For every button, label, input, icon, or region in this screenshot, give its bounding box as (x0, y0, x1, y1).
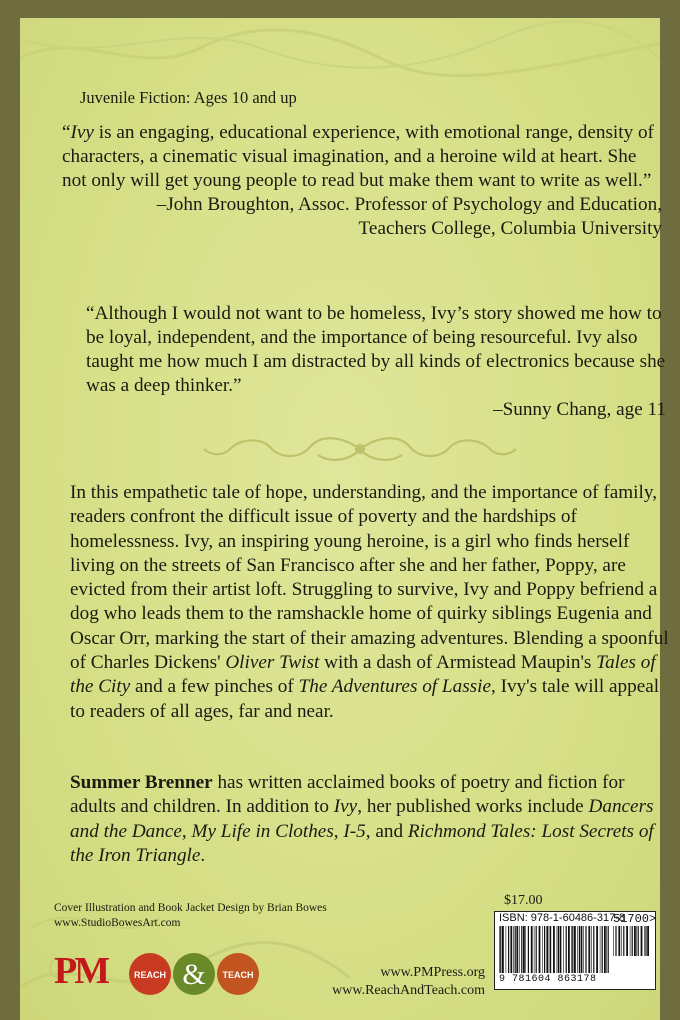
price-label: $17.00 (504, 893, 543, 908)
publisher-urls (295, 964, 485, 1000)
bio-text-4: , (333, 820, 344, 842)
pm-press-logo (54, 950, 108, 992)
url-pm-press: www.PMPress.org (380, 965, 485, 980)
review-quote-2 (86, 302, 666, 422)
bio-text-1: has written acclaimed books of poetry and fiction for adults and children. In addition to (70, 772, 625, 818)
bio-text-6: . (200, 844, 206, 866)
quote-1-text (62, 121, 662, 193)
quote-1-open-mark: “ (62, 122, 71, 143)
barcode-number: 9 781604 863178 (499, 974, 597, 985)
bio-title-dancers: Dancers and the Dance (70, 796, 654, 842)
reach-and-teach-logo (128, 952, 260, 996)
author-bio (70, 771, 670, 868)
decorative-swirl-top (20, 18, 660, 88)
blurb-title-tales-of-the-city: Tales of the City (70, 652, 656, 698)
barcode (494, 911, 656, 990)
quote-1-attribution-line-2: Teachers College, Columbia University (358, 218, 662, 239)
barcode-bars-icon (499, 926, 609, 973)
quote-1-attribution-line-1: –John Broughton, Assoc. Professor of Psychology and Education, (156, 194, 662, 215)
bio-text-2: , her published works include (357, 796, 589, 818)
quote-1-body: is an engaging, educational experience, with emotional range, density of characters, a cinematic visual imagination, and a heroine wild at heart. She not only will get young people to read but make them want to write as well.” (62, 122, 654, 191)
bio-text-3: , (181, 820, 192, 842)
author-name: Summer Brenner (70, 772, 213, 793)
reach-logo-ampersand: & (182, 958, 206, 991)
bio-text-5: , and (365, 820, 408, 842)
bio-title-i5: I-5 (343, 820, 366, 842)
blurb-text-4: , Ivy's tale will appeal to readers of all ages, far and near. (70, 676, 660, 722)
quote-2-attribution: –Sunny Chang, age 11 (492, 399, 666, 420)
book-description (70, 481, 670, 724)
review-quote-1 (62, 121, 662, 241)
barcode-price-code: 51700> (613, 912, 657, 926)
isbn-label: ISBN: 978-1-60486-317-8 (499, 912, 625, 924)
blurb-title-lassie: The Adventures of Lassie (298, 676, 491, 698)
blurb-text-3: and a few pinches of (130, 676, 299, 698)
pm-logo-text: PM (54, 950, 108, 992)
age-range-label: Juvenile Fiction: Ages 10 and up (80, 88, 297, 107)
blurb-title-oliver-twist: Oliver Twist (225, 652, 320, 674)
reach-logo-word-reach: REACH (133, 970, 167, 980)
quote-1-book-title: Ivy (70, 122, 94, 143)
blurb-text-1: In this empathetic tale of hope, understanding, and the importance of family, readers confront the difficult issue of poverty and the hardships of homelessness. Ivy, an inspiring young heroine, is a girl who finds herself living on the streets of San Francisco after she and her father, Poppy, are evicted from their artist loft. Struggling to survive, Ivy and Poppy befriend a dog who leads them to the ramshackle home of quirky siblings Eugenia and Oscar Orr, marking the start of their amazing adventures. Blending a spoonful of Charles Dickens' (70, 482, 669, 674)
quote-2-text: “Although I would not want to be homeless, Ivy’s story showed me how to be loyal, independent, and the importance of being resourceful. Ivy also taught me how much I am distracted by all kinds of electronics because she was a deep thinker.” (86, 303, 666, 396)
bio-title-my-life-in-clothes: My Life in Clothes (191, 820, 334, 842)
reach-logo-word-teach: TEACH (222, 970, 254, 980)
credit-line: Cover Illustration and Book Jacket Design by Brian Bowes (54, 902, 327, 914)
price-barcode-bars-icon (613, 926, 651, 956)
blurb-text-2: with a dash of Armistead Maupin's (319, 652, 597, 674)
credit-website: www.StudioBowesArt.com (54, 917, 181, 929)
design-credit (54, 901, 327, 931)
ornament-divider-icon (200, 433, 520, 465)
bio-title-ivy: Ivy (333, 796, 358, 818)
url-reach-and-teach: www.ReachAndTeach.com (332, 983, 485, 998)
bio-title-richmond-tales: Richmond Tales: Lost Secrets of the Iron Triangle (70, 820, 654, 866)
cover-panel (20, 18, 669, 1020)
